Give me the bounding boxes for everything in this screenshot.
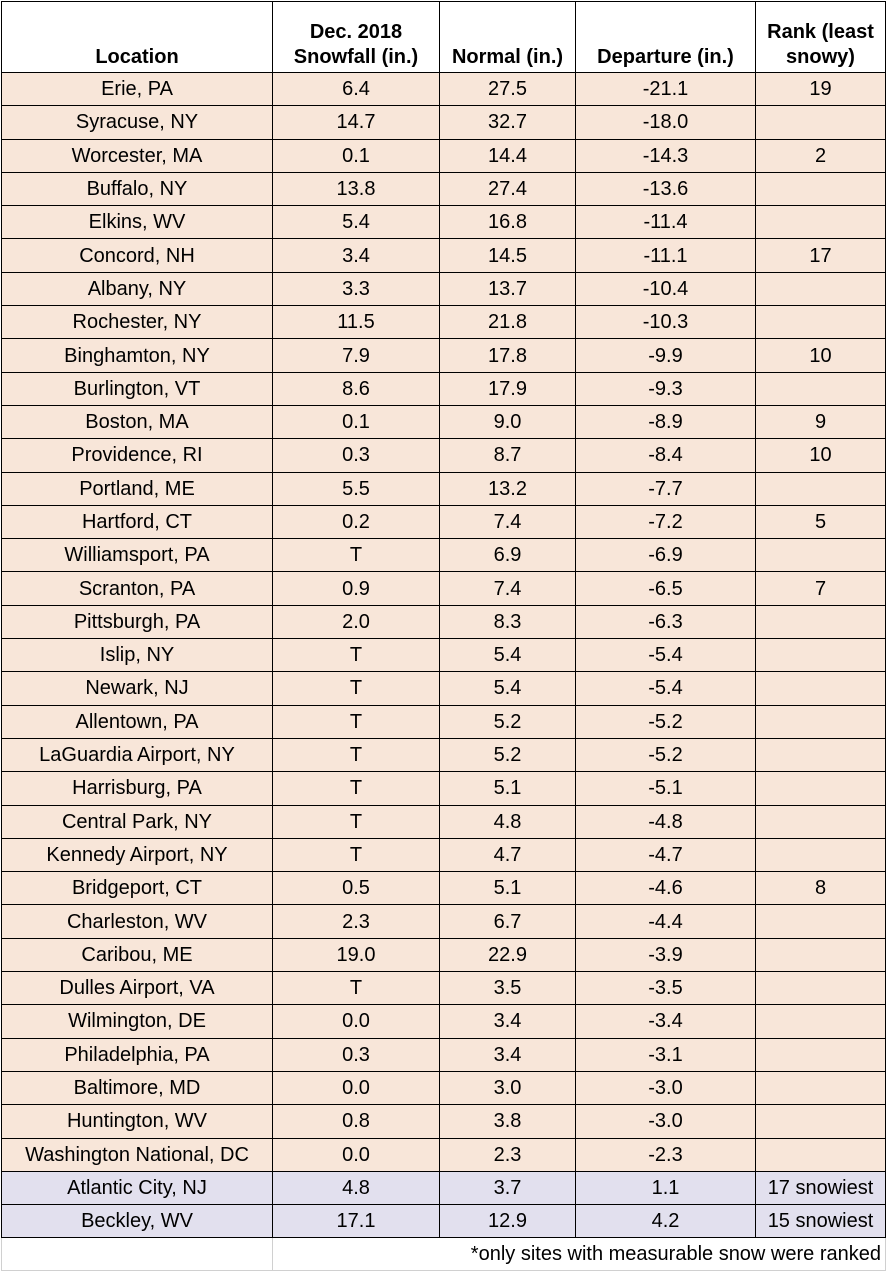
table-row [2,872,886,905]
cell-departure: -5.1 [576,772,756,805]
header-normal: Normal (in.) [440,2,576,73]
cell-rank [756,972,886,1005]
table-row [2,639,886,672]
cell-departure: -6.5 [576,572,756,605]
cell-location: Concord, NH [2,239,273,272]
table-row [2,1005,886,1038]
cell-rank [756,705,886,738]
cell-snowfall: 6.4 [273,73,440,106]
table-row [2,106,886,139]
cell-rank: 15 snowiest [756,1205,886,1238]
cell-snowfall: 2.3 [273,905,440,938]
cell-departure: -8.4 [576,439,756,472]
cell-rank: 5 [756,505,886,538]
cell-location: Rochester, NY [2,306,273,339]
cell-rank [756,738,886,771]
cell-location: Worcester, MA [2,139,273,172]
cell-snowfall: 13.8 [273,172,440,205]
cell-normal: 5.1 [440,872,576,905]
cell-location: LaGuardia Airport, NY [2,738,273,771]
table-row [2,1205,886,1238]
cell-departure: -7.7 [576,472,756,505]
cell-rank [756,905,886,938]
cell-departure: -2.3 [576,1138,756,1171]
header-rank-line2: snowy) [786,46,855,68]
table-row [2,605,886,638]
cell-normal: 12.9 [440,1205,576,1238]
cell-location: Huntington, WV [2,1105,273,1138]
cell-rank [756,672,886,705]
table-row [2,372,886,405]
cell-normal: 8.3 [440,605,576,638]
cell-departure: -3.4 [576,1005,756,1038]
cell-location: Albany, NY [2,272,273,305]
cell-departure: -3.0 [576,1071,756,1104]
header-location: Location [2,2,273,73]
cell-normal: 7.4 [440,505,576,538]
cell-location: Central Park, NY [2,805,273,838]
cell-rank: 8 [756,872,886,905]
cell-normal: 3.4 [440,1038,576,1071]
cell-rank [756,172,886,205]
cell-departure: -5.2 [576,738,756,771]
cell-snowfall: 14.7 [273,106,440,139]
cell-location: Philadelphia, PA [2,1038,273,1071]
header-rank [756,2,886,73]
cell-departure: -7.2 [576,505,756,538]
cell-normal: 13.7 [440,272,576,305]
cell-location: Atlantic City, NJ [2,1171,273,1204]
cell-normal: 17.8 [440,339,576,372]
cell-departure: -9.9 [576,339,756,372]
cell-rank [756,372,886,405]
cell-snowfall: 3.4 [273,239,440,272]
cell-snowfall: 17.1 [273,1205,440,1238]
cell-departure: -4.8 [576,805,756,838]
cell-location: Harrisburg, PA [2,772,273,805]
cell-snowfall: 3.3 [273,272,440,305]
cell-normal: 5.4 [440,639,576,672]
cell-departure: -5.4 [576,639,756,672]
cell-snowfall: T [273,772,440,805]
cell-normal: 3.0 [440,1071,576,1104]
cell-normal: 22.9 [440,938,576,971]
cell-departure: 4.2 [576,1205,756,1238]
snowfall-table [1,1,886,1271]
table-row [2,1071,886,1104]
snowfall-table-sheet [0,1,887,1273]
cell-normal: 5.2 [440,705,576,738]
table-row [2,439,886,472]
table-row [2,1038,886,1071]
cell-departure: -11.4 [576,206,756,239]
cell-normal: 2.3 [440,1138,576,1171]
cell-normal: 3.8 [440,1105,576,1138]
cell-departure: -8.9 [576,405,756,438]
table-row [2,539,886,572]
header-departure: Departure (in.) [576,2,756,73]
cell-rank [756,772,886,805]
table-row [2,306,886,339]
cell-normal: 5.1 [440,772,576,805]
table-row [2,206,886,239]
cell-normal: 3.4 [440,1005,576,1038]
cell-snowfall: 8.6 [273,372,440,405]
cell-rank: 19 [756,73,886,106]
cell-normal: 13.2 [440,472,576,505]
table-row [2,339,886,372]
table-row [2,572,886,605]
table-row [2,472,886,505]
cell-rank: 2 [756,139,886,172]
cell-rank: 9 [756,405,886,438]
cell-location: Portland, ME [2,472,273,505]
cell-location: Islip, NY [2,639,273,672]
cell-snowfall: T [273,805,440,838]
table-body [2,73,886,1238]
cell-normal: 27.4 [440,172,576,205]
cell-normal: 7.4 [440,572,576,605]
cell-departure: -18.0 [576,106,756,139]
cell-rank [756,938,886,971]
cell-rank [756,106,886,139]
cell-rank [756,1071,886,1104]
cell-departure: -13.6 [576,172,756,205]
cell-location: Providence, RI [2,439,273,472]
cell-location: Bridgeport, CT [2,872,273,905]
cell-snowfall: T [273,672,440,705]
cell-location: Buffalo, NY [2,172,273,205]
cell-normal: 9.0 [440,405,576,438]
cell-location: Binghamton, NY [2,339,273,372]
cell-location: Erie, PA [2,73,273,106]
table-footer [2,1238,886,1271]
cell-snowfall: 2.0 [273,605,440,638]
cell-snowfall: 5.4 [273,206,440,239]
table-row [2,938,886,971]
cell-snowfall: T [273,639,440,672]
cell-location: Elkins, WV [2,206,273,239]
cell-snowfall: T [273,838,440,871]
cell-departure: -3.5 [576,972,756,1005]
cell-snowfall: 0.0 [273,1071,440,1104]
cell-snowfall: 19.0 [273,938,440,971]
cell-normal: 4.7 [440,838,576,871]
table-row [2,705,886,738]
cell-snowfall: 0.2 [273,505,440,538]
cell-snowfall: T [273,705,440,738]
cell-snowfall: T [273,738,440,771]
cell-normal: 17.9 [440,372,576,405]
cell-normal: 27.5 [440,73,576,106]
table-row [2,405,886,438]
cell-normal: 21.8 [440,306,576,339]
cell-location: Hartford, CT [2,505,273,538]
table-row [2,1171,886,1204]
cell-rank [756,206,886,239]
table-row [2,738,886,771]
cell-departure: -10.4 [576,272,756,305]
cell-normal: 6.9 [440,539,576,572]
cell-rank [756,605,886,638]
cell-snowfall: 0.0 [273,1005,440,1038]
table-row [2,1105,886,1138]
cell-normal: 6.7 [440,905,576,938]
cell-snowfall: 4.8 [273,1171,440,1204]
cell-rank: 7 [756,572,886,605]
cell-departure: -6.3 [576,605,756,638]
cell-snowfall: 0.9 [273,572,440,605]
cell-departure: -10.3 [576,306,756,339]
cell-location: Syracuse, NY [2,106,273,139]
table-row [2,139,886,172]
cell-location: Boston, MA [2,405,273,438]
cell-normal: 4.8 [440,805,576,838]
cell-location: Wilmington, DE [2,1005,273,1038]
cell-departure: -6.9 [576,539,756,572]
cell-normal: 8.7 [440,439,576,472]
cell-normal: 16.8 [440,206,576,239]
header-rank-line1: Rank (least [767,21,874,43]
cell-departure: 1.1 [576,1171,756,1204]
cell-location: Beckley, WV [2,1205,273,1238]
cell-normal: 5.4 [440,672,576,705]
cell-location: Burlington, VT [2,372,273,405]
table-header [2,2,886,73]
cell-location: Scranton, PA [2,572,273,605]
table-row [2,73,886,106]
cell-normal: 5.2 [440,738,576,771]
cell-departure: -4.7 [576,838,756,871]
cell-normal: 14.4 [440,139,576,172]
cell-location: Charleston, WV [2,905,273,938]
cell-rank: 10 [756,439,886,472]
cell-departure: -14.3 [576,139,756,172]
footnote-spacer [2,1238,273,1271]
cell-location: Williamsport, PA [2,539,273,572]
cell-departure: -3.9 [576,938,756,971]
cell-departure: -9.3 [576,372,756,405]
cell-normal: 32.7 [440,106,576,139]
table-row [2,672,886,705]
header-snowfall-line2: Snowfall (in.) [293,46,419,68]
table-row [2,838,886,871]
cell-rank [756,272,886,305]
cell-rank [756,1038,886,1071]
cell-location: Pittsburgh, PA [2,605,273,638]
cell-snowfall: T [273,539,440,572]
cell-snowfall: 5.5 [273,472,440,505]
cell-departure: -4.4 [576,905,756,938]
cell-location: Allentown, PA [2,705,273,738]
cell-snowfall: 0.1 [273,139,440,172]
table-row [2,972,886,1005]
cell-normal: 14.5 [440,239,576,272]
table-row [2,805,886,838]
cell-snowfall: 0.8 [273,1105,440,1138]
cell-snowfall: 0.5 [273,872,440,905]
table-row [2,272,886,305]
header-row [2,2,886,73]
cell-snowfall: 11.5 [273,306,440,339]
cell-rank [756,1138,886,1171]
cell-departure: -3.1 [576,1038,756,1071]
cell-rank [756,805,886,838]
cell-departure: -21.1 [576,73,756,106]
cell-rank [756,838,886,871]
cell-rank: 17 snowiest [756,1171,886,1204]
table-row [2,772,886,805]
table-row [2,1138,886,1171]
cell-snowfall: 0.1 [273,405,440,438]
table-row [2,905,886,938]
cell-departure: -4.6 [576,872,756,905]
cell-rank [756,1005,886,1038]
cell-rank [756,472,886,505]
cell-snowfall: 0.3 [273,439,440,472]
cell-snowfall: T [273,972,440,1005]
cell-departure: -11.1 [576,239,756,272]
cell-rank [756,1105,886,1138]
cell-location: Newark, NJ [2,672,273,705]
cell-departure: -3.0 [576,1105,756,1138]
cell-location: Baltimore, MD [2,1071,273,1104]
cell-normal: 3.5 [440,972,576,1005]
table-row [2,505,886,538]
cell-location: Washington National, DC [2,1138,273,1171]
cell-location: Kennedy Airport, NY [2,838,273,871]
cell-departure: -5.4 [576,672,756,705]
cell-snowfall: 0.0 [273,1138,440,1171]
footnote-row [2,1238,886,1271]
cell-normal: 3.7 [440,1171,576,1204]
cell-rank [756,539,886,572]
header-snowfall [273,2,440,73]
cell-departure: -5.2 [576,705,756,738]
cell-snowfall: 0.3 [273,1038,440,1071]
cell-rank [756,639,886,672]
header-snowfall-line1: Dec. 2018 [309,21,403,43]
cell-rank: 17 [756,239,886,272]
table-row [2,172,886,205]
cell-location: Caribou, ME [2,938,273,971]
cell-location: Dulles Airport, VA [2,972,273,1005]
cell-rank [756,306,886,339]
table-row [2,239,886,272]
cell-rank: 10 [756,339,886,372]
footnote-text: *only sites with measurable snow were ranked [273,1238,886,1271]
cell-snowfall: 7.9 [273,339,440,372]
